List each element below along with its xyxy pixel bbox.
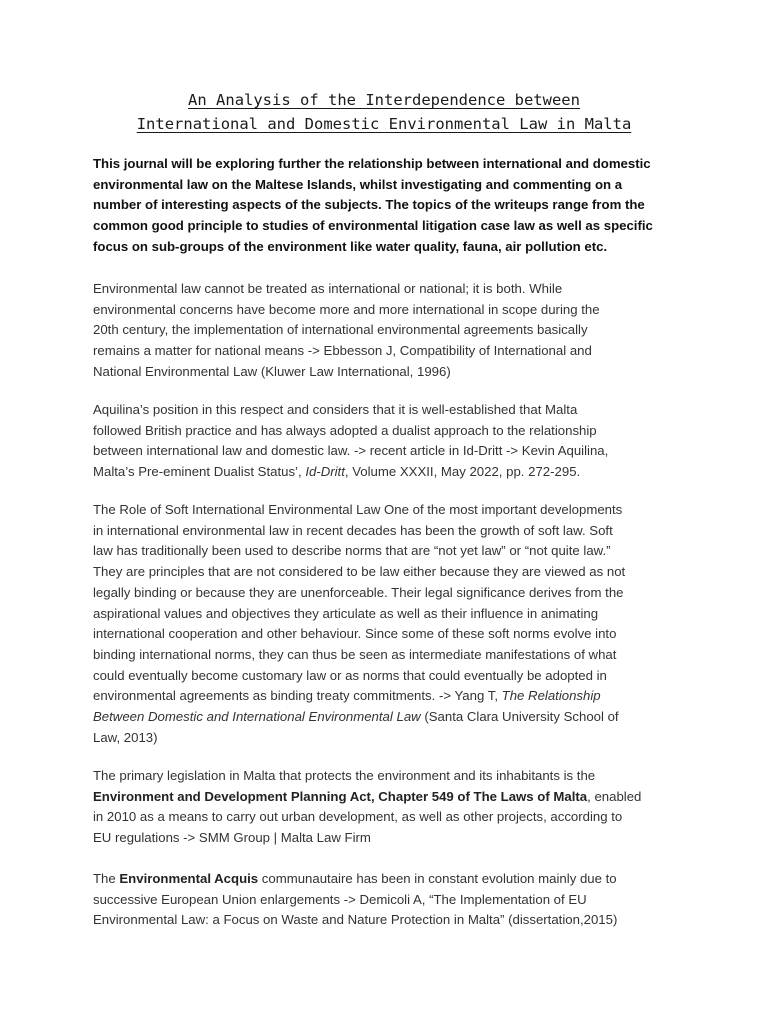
citation-text: , Volume XXXII, May 2022, pp. 272-295. <box>344 464 581 480</box>
intro-line: number of interesting aspects of the subjects. The topics of the writeups range from the <box>93 197 645 213</box>
paragraph-line: binding international norms, they can thus be seen as intermediate manifestations of what <box>93 646 617 662</box>
paragraph-legislation <box>93 766 679 849</box>
paragraph-line: law has traditionally been used to describe norms that are “not yet law” or “not quite law.” <box>93 543 611 559</box>
citation-text: Malta’s Pre-eminent Dualist Status’, <box>93 464 306 480</box>
paragraph-line: Environmental Law: a Focus on Waste and Nature Protection in Malta” (dissertation,2015) <box>93 912 618 928</box>
acquis-term: Environmental Acquis <box>119 871 259 886</box>
paragraph-line: 20th century, the implementation of international environmental agreements basically <box>93 322 588 338</box>
document-title <box>60 88 708 136</box>
paragraph-aquilina <box>93 400 679 483</box>
title-line-2: International and Domestic Environmental Law in Malta <box>136 115 632 133</box>
title-line-1: An Analysis of the Interdependence between <box>188 91 580 109</box>
paragraph-line: remains a matter for national means -> Ebbesson J, Compatibility of International and <box>93 343 592 359</box>
paragraph-line: aspirational values and objectives they articulate as well as their influence in animating <box>93 605 599 621</box>
paragraph-line: National Environmental Law (Kluwer Law International, 1996) <box>93 363 451 379</box>
paragraph-ebbesson <box>93 279 679 383</box>
intro-line: This journal will be exploring further the relationship between international and domestic <box>93 156 651 171</box>
paragraph-line: in 2010 as a means to carry out urban development, as well as other projects, according to <box>93 809 623 825</box>
paragraph-soft-law <box>93 500 679 748</box>
book-title: The Relationship <box>501 688 601 704</box>
intro-line: environmental law on the Maltese Islands, whilst investigating and commenting on a <box>93 176 623 192</box>
paragraph-line: Aquilina’s position in this respect and considers that it is well-established that Malta <box>93 402 578 417</box>
intro-line: common good principle to studies of environmental litigation case law as well as specific <box>93 218 653 234</box>
journal-name: Id-Dritt <box>305 464 345 480</box>
paragraph-line <box>93 707 679 728</box>
paragraph-line: Law, 2013) <box>93 729 158 745</box>
paragraph-line: The primary legislation in Malta that protects the environment and its inhabitants is the <box>93 768 596 783</box>
paragraph-line: Environmental law cannot be treated as international or national; it is both. While <box>93 281 563 296</box>
paragraph-text: The <box>93 871 120 886</box>
paragraph-line: They are principles that are not considered to be law either because they are viewed as not <box>93 564 626 580</box>
paragraph-line: The Role of Soft International Environmental Law One of the most important developments <box>93 502 623 517</box>
paragraph-acquis <box>93 869 679 931</box>
paragraph-line: successive European Union enlargements -> Demicoli A, “The Implementation of EU <box>93 891 587 907</box>
intro-line: focus on sub-groups of the environment like water quality, fauna, air pollution etc. <box>93 238 608 254</box>
paragraph-line: EU regulations -> SMM Group | Malta Law Firm <box>93 830 371 846</box>
paragraph-line: followed British practice and has always adopted a dualist approach to the relationship <box>93 422 597 438</box>
paragraph-text: , enabled <box>587 788 642 804</box>
paragraph-line <box>93 686 679 707</box>
citation-text: (Santa Clara University School of <box>420 709 619 725</box>
paragraph-line <box>93 787 679 808</box>
intro-paragraph <box>93 154 679 258</box>
paragraph-line: between international law and domestic law. -> recent article in Id-Dritt -> Kevin Aquilina, <box>93 443 609 459</box>
paragraph-line <box>93 462 679 483</box>
paragraph-line: international cooperation and other behaviour. Since some of these soft norms evolve into <box>93 626 617 642</box>
book-title: Between Domestic and International Environmental Law <box>93 709 421 725</box>
citation-text: environmental agreements as binding treaty commitments. -> Yang T, <box>93 688 502 704</box>
paragraph-text: communautaire has been in constant evolution mainly due to <box>258 871 617 886</box>
paragraph-line: legally binding or because they are unenforceable. Their legal significance derives from the <box>93 584 624 600</box>
paragraph-line: could eventually become customary law or as norms that could eventually be adopted in <box>93 667 607 683</box>
paragraph-line: in international environmental law in recent decades has been the growth of soft law. Soft <box>93 522 613 538</box>
paragraph-line <box>93 869 679 890</box>
paragraph-line: environmental concerns have become more and more international in scope during the <box>93 301 600 317</box>
act-name: Environment and Development Planning Act, Chapter 549 of The Laws of Malta <box>93 788 588 804</box>
